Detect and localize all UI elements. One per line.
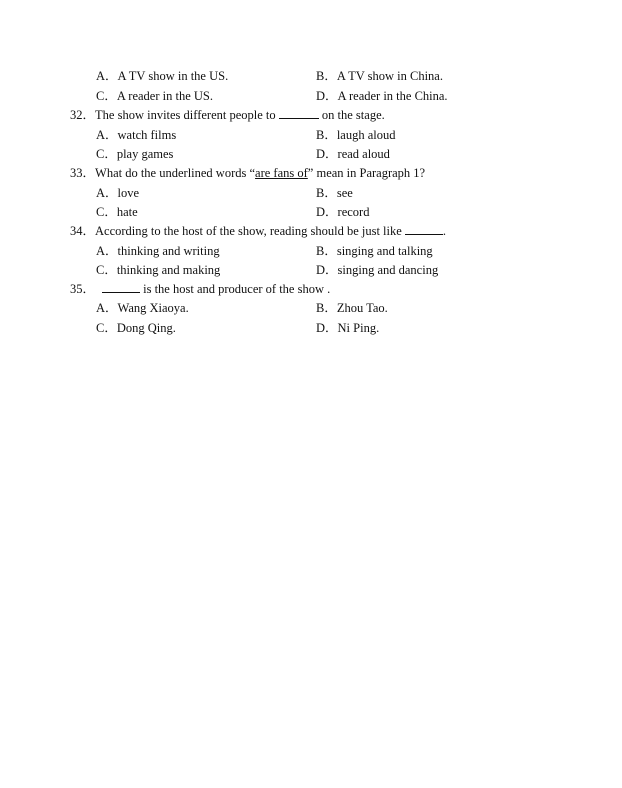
question-35-stem bbox=[70, 280, 330, 299]
answer-blank bbox=[405, 222, 443, 235]
prev-option-b: B．A TV show in China. bbox=[316, 69, 443, 83]
q32-option-b: B．laugh aloud bbox=[316, 128, 396, 142]
q34-option-c: C．thinking and making bbox=[96, 263, 221, 277]
prev-option-d: D．A reader in the China. bbox=[316, 89, 448, 103]
underlined-words: are fans of bbox=[255, 166, 308, 180]
question-text: The show invites different people to bbox=[95, 108, 276, 122]
question-text: According to the host of the show, reading should be just like bbox=[95, 224, 402, 238]
q35-option-b: B．Zhou Tao. bbox=[316, 301, 388, 315]
question-34-stem bbox=[70, 222, 446, 241]
prev-option-a: A．A TV show in the US. bbox=[96, 69, 229, 83]
q33-option-c: C．hate bbox=[96, 205, 138, 219]
q33-option-d: D．record bbox=[316, 205, 370, 219]
answer-blank bbox=[279, 106, 319, 119]
q34-option-b: B．singing and talking bbox=[316, 244, 433, 258]
question-number: 35． bbox=[70, 282, 96, 296]
question-text: What do the underlined words “ bbox=[95, 166, 256, 180]
q35-option-a: A．Wang Xiaoya. bbox=[96, 301, 189, 315]
q32-option-a: A．watch films bbox=[96, 128, 177, 142]
q33-option-a: A．love bbox=[96, 186, 140, 200]
answer-blank bbox=[102, 280, 140, 293]
q32-option-d: D．read aloud bbox=[316, 147, 390, 161]
question-33-stem bbox=[70, 164, 425, 183]
prev-option-c: C．A reader in the US. bbox=[96, 89, 213, 103]
question-text: ” mean in Paragraph 1? bbox=[307, 166, 426, 180]
question-number: 32． bbox=[70, 108, 96, 122]
question-text: is the host and producer of the show . bbox=[143, 282, 331, 296]
q35-option-d: D．Ni Ping. bbox=[316, 321, 380, 335]
question-text: on the stage. bbox=[321, 108, 385, 122]
q35-option-c: C．Dong Qing. bbox=[96, 321, 176, 335]
q32-option-c: C．play games bbox=[96, 147, 174, 161]
q34-option-d: D．singing and dancing bbox=[316, 263, 439, 277]
question-text: . bbox=[442, 224, 447, 238]
q34-option-a: A．thinking and writing bbox=[96, 244, 220, 258]
q33-option-b: B．see bbox=[316, 186, 353, 200]
question-number: 34． bbox=[70, 224, 96, 238]
question-32-stem bbox=[70, 106, 385, 125]
question-number: 33． bbox=[70, 166, 96, 180]
